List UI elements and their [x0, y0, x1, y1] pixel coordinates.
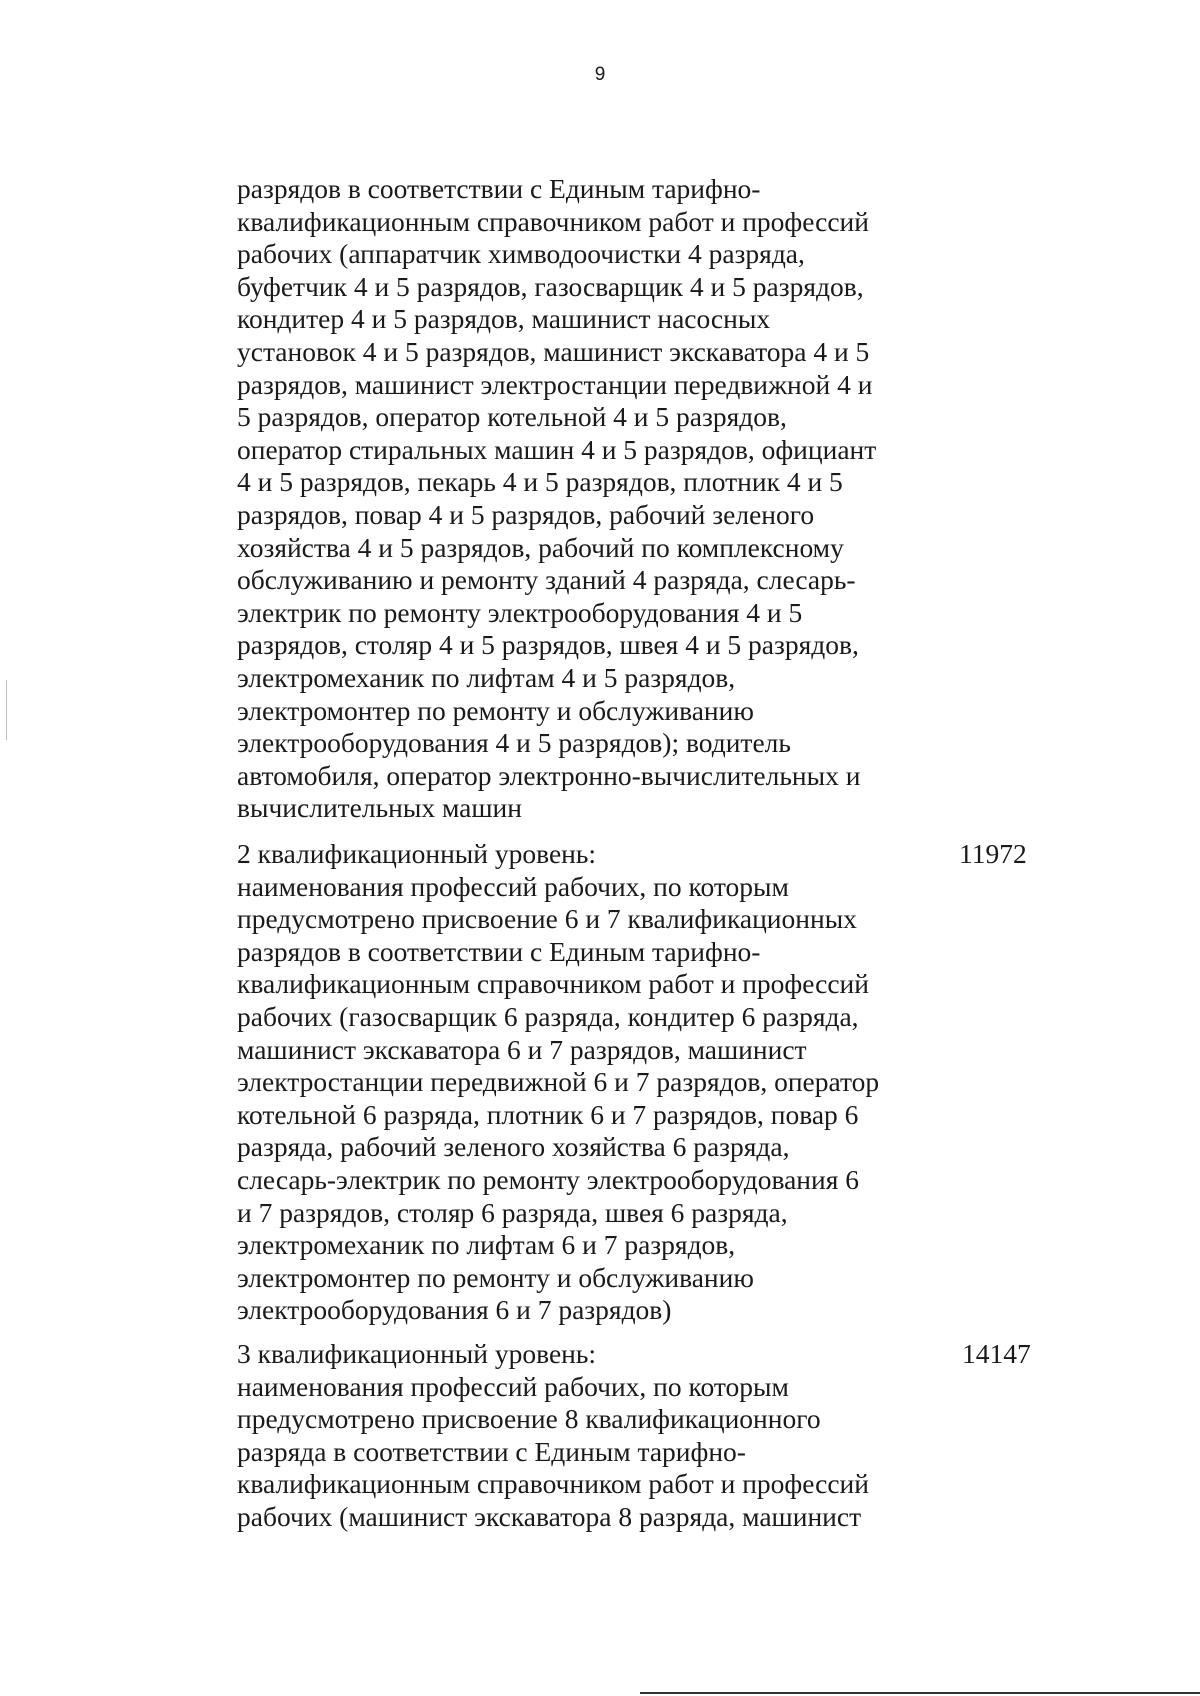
text-line: квалификационным справочником работ и профессий [237, 968, 869, 1000]
text-line: 4 и 5 разрядов, пекарь 4 и 5 разрядов, плотник 4 и 5 [237, 466, 843, 498]
bottom-border-line [640, 1692, 1200, 1694]
text-line: квалификационным справочником работ и профессий [237, 1468, 869, 1500]
level-heading: 2 квалификационный уровень: [237, 838, 597, 869]
text-line: наименования профессий рабочих, по которым [237, 870, 789, 902]
text-line: рабочих (газосварщик 6 разряда, кондитер 6 разряда, [237, 1000, 859, 1032]
qualification-level-2 [237, 838, 937, 1327]
text-line: машинист экскаватора 6 и 7 разрядов, машинист [237, 1033, 807, 1065]
text-line: электрооборудования 6 и 7 разрядов) [237, 1294, 672, 1326]
text-line: электромонтер по ремонту и обслуживанию [237, 694, 754, 726]
text-line: и 7 разрядов, столяр 6 разряда, швея 6 разряда, [237, 1196, 788, 1228]
text-line: электростанции передвижной 6 и 7 разрядов, оператор [237, 1066, 880, 1098]
text-line: обслуживанию и ремонту зданий 4 разряда, слесарь- [237, 564, 856, 596]
text-line: котельной 6 разряда, плотник 6 и 7 разрядов, повар 6 [237, 1098, 859, 1130]
text-line: разрядов, столяр 4 и 5 разрядов, швея 4 и 5 разрядов, [237, 629, 859, 661]
text-line: разряда в соответствии с Единым тарифно- [237, 1435, 746, 1467]
text-line: хозяйства 4 и 5 разрядов, рабочий по комплексному [237, 531, 844, 563]
text-line: буфетчик 4 и 5 разрядов, газосварщик 4 и 5 разрядов, [237, 270, 864, 302]
text-line: разряда, рабочий зеленого хозяйства 6 разряда, [237, 1131, 790, 1163]
text-line: электромеханик по лифтам 6 и 7 разрядов, [237, 1229, 736, 1261]
text-line: электрооборудования 4 и 5 разрядов); водитель [237, 727, 791, 759]
text-line: наименования профессий рабочих, по которым [237, 1370, 789, 1402]
text-line: оператор стиральных машин 4 и 5 разрядов, официант [237, 433, 877, 465]
qualification-level-1-continuation [237, 173, 937, 825]
text-line: электромонтер по ремонту и обслуживанию [237, 1261, 754, 1293]
text-line: вычислительных машин [237, 792, 522, 824]
text-line: разрядов, машинист электростанции передвижной 4 и [237, 368, 873, 400]
text-line: электромеханик по лифтам 4 и 5 разрядов, [237, 661, 736, 693]
scan-margin-mark [6, 680, 7, 740]
page-number: 9 [594, 64, 606, 85]
text-line: разрядов в соответствии с Единым тарифно- [237, 935, 761, 967]
text-line: рабочих (машинист экскаватора 8 разряда, машинист [237, 1500, 862, 1532]
qualification-level-2-value: 11972 [959, 838, 1027, 869]
level-heading: 3 квалификационный уровень: [237, 1338, 597, 1369]
text-line: автомобиля, оператор электронно-вычислительных и [237, 759, 861, 791]
text-line: рабочих (аппаратчик химводоочистки 4 разряда, [237, 238, 805, 270]
text-line: установок 4 и 5 разрядов, машинист экскаватора 4 и 5 [237, 335, 870, 367]
text-line: разрядов в соответствии с Единым тарифно- [237, 173, 761, 204]
qualification-level-3 [237, 1338, 937, 1534]
text-line: предусмотрено присвоение 6 и 7 квалификационных [237, 903, 857, 935]
text-line: разрядов, повар 4 и 5 разрядов, рабочий зеленого [237, 498, 815, 530]
text-line: 5 разрядов, оператор котельной 4 и 5 разрядов, [237, 401, 787, 433]
text-line: электрик по ремонту электрооборудования 4 и 5 [237, 596, 803, 628]
text-line: квалификационным справочником работ и профессий [237, 205, 869, 237]
text-line: предусмотрено присвоение 8 квалификационного [237, 1403, 821, 1435]
text-line: кондитер 4 и 5 разрядов, машинист насосных [237, 303, 771, 335]
text-line: слесарь-электрик по ремонту электрооборудования 6 [237, 1163, 860, 1195]
qualification-level-3-value: 14147 [962, 1338, 1031, 1369]
